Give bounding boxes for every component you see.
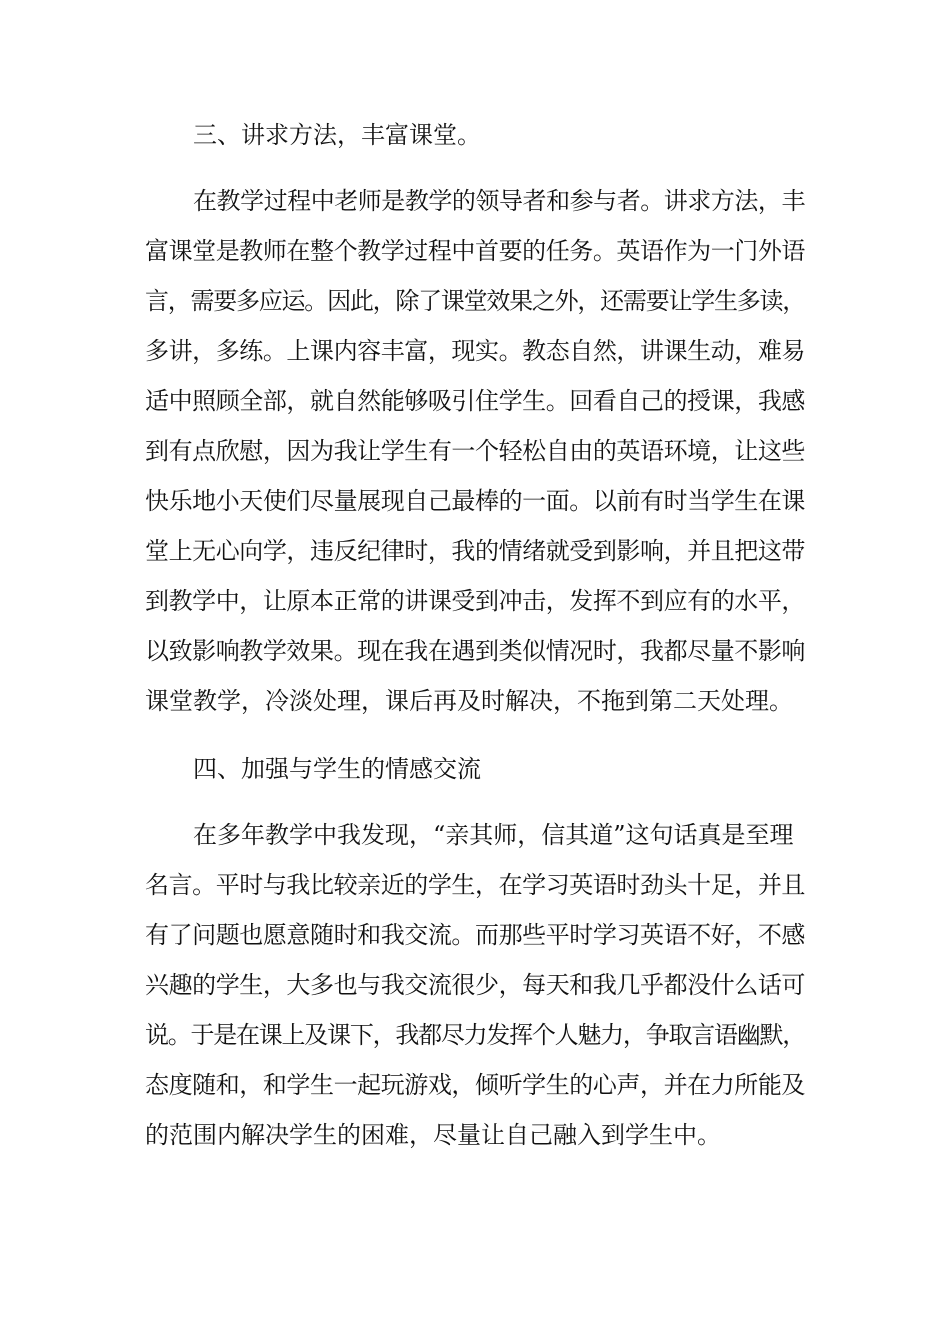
paragraph-line: 堂上无心向学，违反纪律时，我的情绪就受到影响，并且把这带 (145, 537, 805, 565)
paragraph-line: 兴趣的学生，大多也与我交流很少，每天和我几乎都没什么话可 (145, 971, 805, 999)
paragraph-line: 说。于是在课上及课下，我都尽力发挥个人魅力，争取言语幽默， (145, 1021, 805, 1049)
paragraph-line: 言，需要多应运。因此，除了课堂效果之外，还需要让学生多读， (145, 287, 805, 315)
paragraph-line: 到教学中，让原本正常的讲课受到冲击，发挥不到应有的水平， (145, 587, 805, 615)
paragraph-line: 以致影响教学效果。现在我在遇到类似情况时，我都尽量不影响 (145, 637, 805, 665)
document-body (145, 0, 805, 1344)
paragraph-line: 快乐地小天使们尽量展现自己最棒的一面。以前有时当学生在课 (145, 487, 805, 515)
paragraph-line: 富课堂是教师在整个教学过程中首要的任务。英语作为一门外语 (145, 237, 805, 265)
section-heading: 四、加强与学生的情感交流 (193, 755, 481, 783)
paragraph-line: 在教学过程中老师是教学的领导者和参与者。讲求方法，丰 (193, 187, 805, 215)
paragraph-line: 名言。平时与我比较亲近的学生，在学习英语时劲头十足，并且 (145, 871, 805, 899)
paragraph-line: 在多年教学中我发现，“亲其师，信其道”这句话真是至理 (193, 821, 794, 849)
paragraph-line: 的范围内解决学生的困难，尽量让自己融入到学生中。 (145, 1121, 721, 1149)
paragraph-line: 到有点欣慰，因为我让学生有一个轻松自由的英语环境，让这些 (145, 437, 805, 465)
paragraph-line: 课堂教学，冷淡处理，课后再及时解决，不拖到第二天处理。 (145, 687, 793, 715)
paragraph-line: 适中照顾全部，就自然能够吸引住学生。回看自己的授课，我感 (145, 387, 805, 415)
paragraph-line: 多讲，多练。上课内容丰富，现实。教态自然，讲课生动，难易 (145, 337, 805, 365)
paragraph-line: 态度随和，和学生一起玩游戏，倾听学生的心声，并在力所能及 (145, 1071, 805, 1099)
section-heading: 三、讲求方法，丰富课堂。 (193, 121, 481, 149)
paragraph-line: 有了问题也愿意随时和我交流。而那些平时学习英语不好，不感 (145, 921, 805, 949)
